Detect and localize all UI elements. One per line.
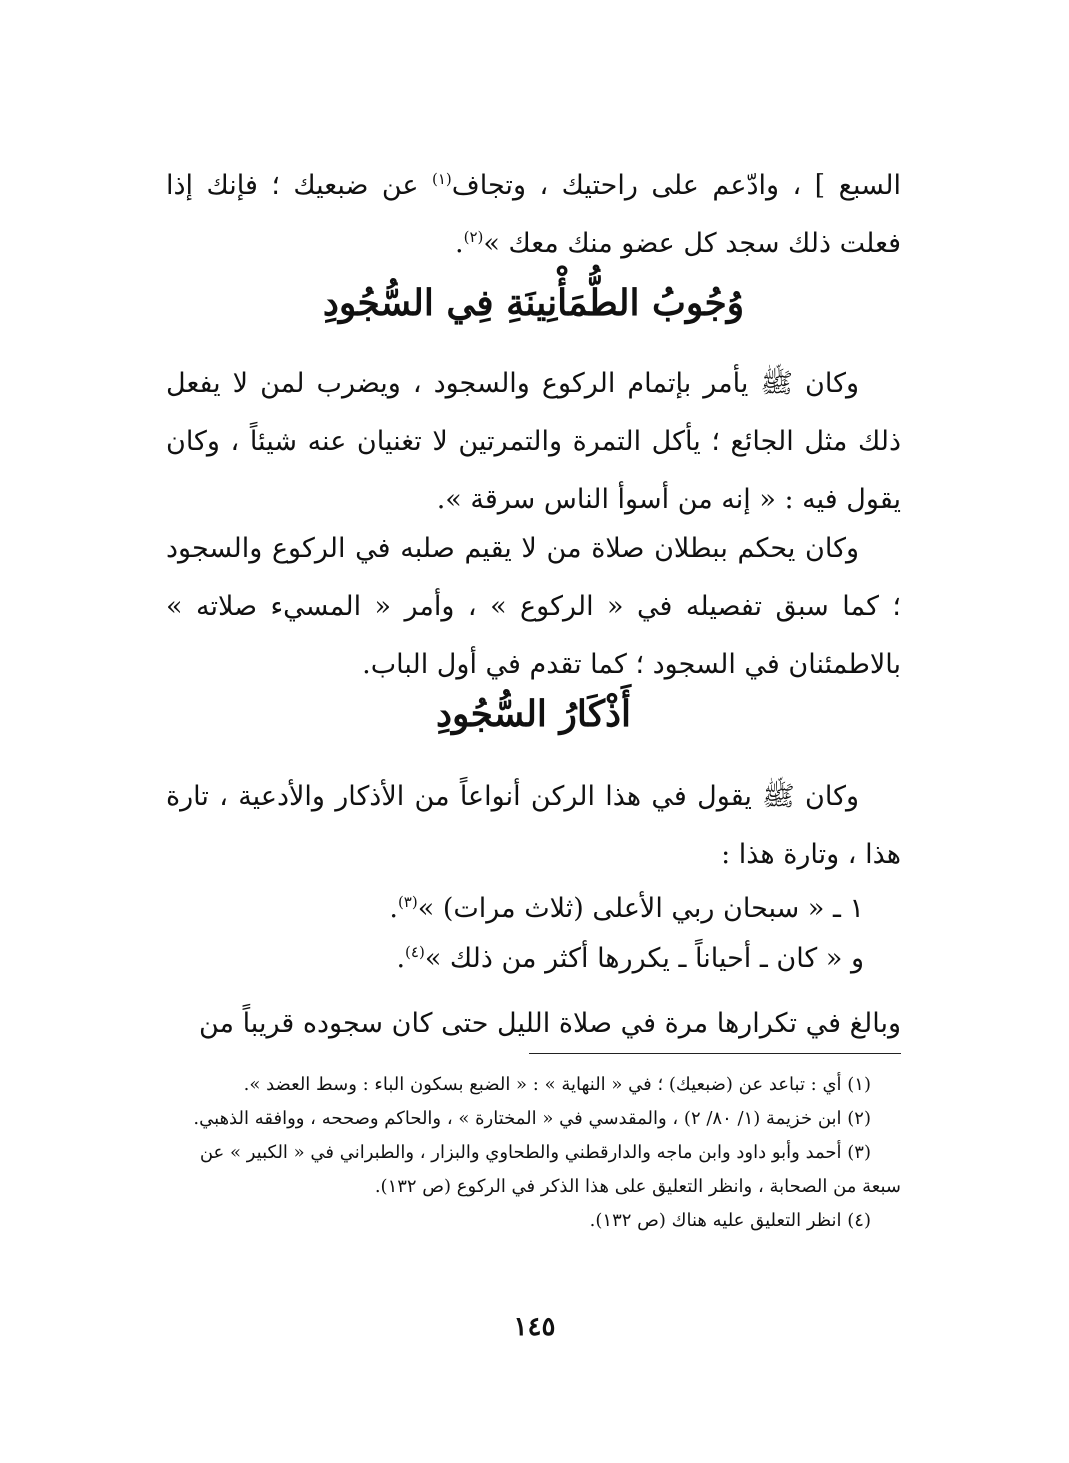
footnotes <box>166 1068 901 1238</box>
paragraph-text: وكان يحكم ببطلان صلاة من لا يقيم صلبه في الركوع والسجود ؛ كما سبق تفصيله في « الركوع » ، وأمر « المسيء صلاته » بالاطمئنان في السجود ؛ كما تقدم في أول الباب. <box>166 533 901 680</box>
footnote-ref-1: (١) <box>432 170 452 188</box>
footnote-3: (٣) أحمد وأبو داود وابن ماجه والدارقطني والطحاوي والبزار ، والطبراني في « الكبير » عن سبعة من الصحابة ، وانظر التعليق على هذا الذكر في الركوع (ص ١٣٢). <box>199 1142 901 1197</box>
footnote-ref-3: (٣) <box>397 893 418 911</box>
paragraph-tumaninah-2 <box>166 520 901 694</box>
page-number: ١٤٥ <box>513 1312 556 1342</box>
footnote-divider <box>529 1053 901 1054</box>
intro-part-2: عن ضبعيك ؛ فإنك إذا فعلت ذلك سجد كل عضو منك معك » <box>166 170 901 259</box>
intro-part-1: السبع ] ، وادّعم على راحتيك ، وتجاف <box>451 170 901 201</box>
paragraph-tumaninah-1 <box>166 355 901 529</box>
list-item-2-text: و « كان ـ أحياناً ـ يكررها أكثر من ذلك » <box>424 943 864 974</box>
list-item-1-text: ١ ـ « سبحان ربي الأعلى (ثلاث مرات) » <box>417 893 864 924</box>
intro-text <box>166 157 901 273</box>
section-heading-tumaninah: وُجُوبُ الطُّمَأْنِينَةِ فِي السُّجُودِ <box>322 282 745 324</box>
paragraph-text: وكان ﷺ يأمر بإتمام الركوع والسجود ، ويضرب لمن لا يفعل ذلك مثل الجائع ؛ يأكل التمرة والتمرتين لا تغنيان عنه شيئاً ، وكان يقول فيه : « إنه من أسوأ الناس سرقة ». <box>166 368 901 515</box>
list-item-2 <box>174 930 864 988</box>
footnote-2: (٢) ابن خزيمة (١/ ٨٠/ ٢) ، والمقدسي في « المختارة » ، والحاكم وصححه ، ووافقه الذهبي. <box>193 1108 871 1129</box>
footnote-4: (٤) انظر التعليق عليه هناك (ص ١٣٢). <box>589 1210 871 1231</box>
footnote-1: (١) أي : تباعد عن (ضبعيك) ؛ في « النهاية » : « الضبع بسكون الباء : وسط العضد ». <box>243 1074 871 1095</box>
intro-paragraph <box>166 157 901 273</box>
section-heading-adhkar: أَذْكَارُ السُّجُودِ <box>435 693 631 735</box>
paragraph-text: وكان ﷺ يقول في هذا الركن أنواعاً من الأذكار والأدعية ، تارة هذا ، وتارة هذا : <box>166 781 901 870</box>
footnote-ref-2: (٢) <box>463 228 484 246</box>
paragraph-adhkar-intro <box>166 768 901 884</box>
intro-part-3: . <box>455 228 464 259</box>
list-item-2-end: . <box>396 943 406 974</box>
list-item-1-end: . <box>389 893 398 924</box>
footnote-ref-4: (٤) <box>405 943 425 961</box>
paragraph-adhkar-continued: وبالغ في تكرارها مرة في صلاة الليل حتى كان سجوده قريباً من <box>198 1008 901 1039</box>
